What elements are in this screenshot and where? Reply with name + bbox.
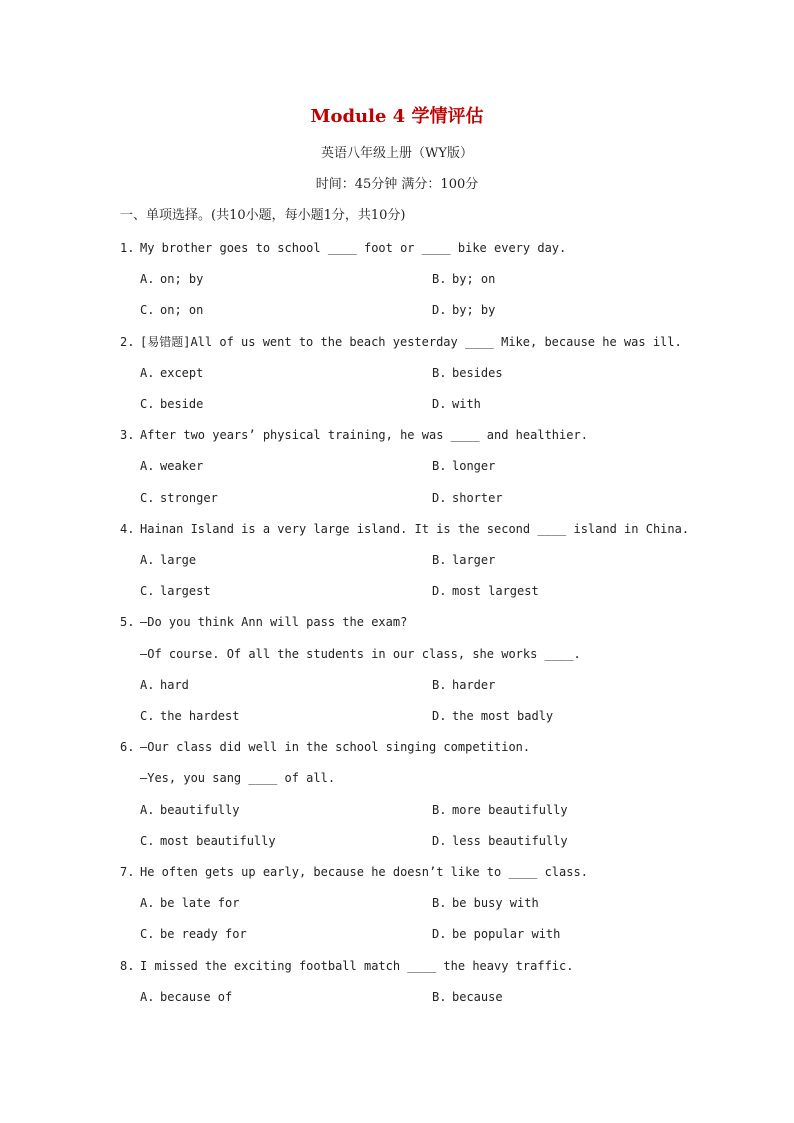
question-number: 3. bbox=[120, 428, 135, 442]
option-text: most beautifully bbox=[160, 834, 276, 848]
option bbox=[140, 708, 239, 724]
option bbox=[140, 989, 232, 1005]
option-letter: C. bbox=[140, 397, 155, 411]
option-letter: D. bbox=[432, 397, 447, 411]
question-text: I missed the exciting football match ____ the heavy traffic. bbox=[140, 959, 574, 973]
time-score-info: 时间：45分钟 满分：100分 bbox=[315, 177, 479, 192]
question-text: After two years’ physical training, he was ____ and healthier. bbox=[140, 428, 588, 442]
page-title: Module 4 学情评估 bbox=[310, 106, 484, 127]
page-subtitle: 英语八年级上册（WY版） bbox=[321, 146, 473, 161]
option-letter: B. bbox=[432, 459, 447, 473]
option-letter: D. bbox=[432, 303, 447, 317]
option bbox=[140, 490, 218, 506]
option-letter: A. bbox=[140, 990, 155, 1004]
option-text: hard bbox=[160, 678, 189, 692]
option-letter: A. bbox=[140, 553, 155, 567]
option-letter: B. bbox=[432, 990, 447, 1004]
option bbox=[140, 895, 239, 911]
option-letter: B. bbox=[432, 678, 447, 692]
option-letter: A. bbox=[140, 678, 155, 692]
option-letter: C. bbox=[140, 584, 155, 598]
option bbox=[140, 396, 203, 412]
option-letter: C. bbox=[140, 709, 155, 723]
option bbox=[432, 833, 568, 849]
option-text: because bbox=[452, 990, 503, 1004]
option-text: be late for bbox=[160, 896, 240, 910]
question-stem bbox=[120, 521, 689, 537]
option bbox=[432, 458, 495, 474]
option bbox=[432, 302, 495, 318]
question-stem bbox=[120, 334, 682, 350]
option bbox=[432, 708, 553, 724]
option-letter: B. bbox=[432, 896, 447, 910]
option bbox=[432, 895, 539, 911]
option-text: stronger bbox=[160, 491, 218, 505]
option bbox=[432, 926, 560, 942]
option bbox=[140, 552, 196, 568]
question-stem bbox=[120, 614, 407, 630]
question-stem bbox=[120, 958, 573, 974]
option-text: larger bbox=[452, 553, 496, 567]
option bbox=[432, 552, 495, 568]
option-letter: A. bbox=[140, 272, 155, 286]
option-letter: A. bbox=[140, 803, 155, 817]
option-text: the most badly bbox=[452, 709, 554, 723]
option-letter: B. bbox=[432, 803, 447, 817]
option-letter: A. bbox=[140, 366, 155, 380]
question-text: [易错题]All of us went to the beach yesterday ____ Mike, because he was ill. bbox=[140, 335, 682, 349]
option bbox=[140, 271, 203, 287]
option bbox=[140, 802, 239, 818]
option-text: with bbox=[452, 397, 481, 411]
option bbox=[432, 271, 495, 287]
option-text: more beautifully bbox=[452, 803, 568, 817]
option-text: be popular with bbox=[452, 927, 561, 941]
option-text: beautifully bbox=[160, 803, 240, 817]
option-text: harder bbox=[452, 678, 496, 692]
option bbox=[432, 490, 503, 506]
option-letter: D. bbox=[432, 584, 447, 598]
option bbox=[432, 365, 503, 381]
option-letter: C. bbox=[140, 834, 155, 848]
option bbox=[432, 396, 481, 412]
question-number: 7. bbox=[120, 865, 135, 879]
option-letter: C. bbox=[140, 303, 155, 317]
question-text: —Do you think Ann will pass the exam? bbox=[140, 615, 408, 629]
option-text: large bbox=[160, 553, 197, 567]
option-text: except bbox=[160, 366, 204, 380]
question-number: 1. bbox=[120, 241, 135, 255]
option bbox=[432, 802, 568, 818]
option-letter: B. bbox=[432, 553, 447, 567]
option-text: longer bbox=[452, 459, 496, 473]
option-text: be ready for bbox=[160, 927, 247, 941]
option-text: beside bbox=[160, 397, 204, 411]
option-text: because of bbox=[160, 990, 233, 1004]
option bbox=[432, 583, 539, 599]
option-letter: D. bbox=[432, 927, 447, 941]
option-letter: B. bbox=[432, 272, 447, 286]
option-letter: C. bbox=[140, 927, 155, 941]
question-stem bbox=[120, 739, 530, 755]
question-stem bbox=[120, 427, 588, 443]
option-letter: A. bbox=[140, 896, 155, 910]
option-text: besides bbox=[452, 366, 503, 380]
option bbox=[140, 833, 276, 849]
question-text-continued: —Of course. Of all the students in our class, she works ____. bbox=[140, 647, 581, 661]
question-text: —Our class did well in the school singing competition. bbox=[140, 740, 531, 754]
question-number: 6. bbox=[120, 740, 135, 754]
question-text-continued: —Yes, you sang ____ of all. bbox=[140, 771, 336, 785]
question-number: 8. bbox=[120, 959, 135, 973]
option-text: weaker bbox=[160, 459, 204, 473]
question-text: Hainan Island is a very large island. It is the second ____ island in China. bbox=[140, 522, 690, 536]
option-text: shorter bbox=[452, 491, 503, 505]
option-text: be busy with bbox=[452, 896, 539, 910]
option-letter: D. bbox=[432, 834, 447, 848]
question-text: My brother goes to school ____ foot or ____ bike every day. bbox=[140, 241, 567, 255]
question-number: 4. bbox=[120, 522, 135, 536]
option bbox=[432, 989, 503, 1005]
option bbox=[140, 583, 211, 599]
option bbox=[140, 926, 247, 942]
option-letter: B. bbox=[432, 366, 447, 380]
option-text: on; by bbox=[160, 272, 204, 286]
option bbox=[432, 677, 495, 693]
option-letter: A. bbox=[140, 459, 155, 473]
option-text: by; by bbox=[452, 303, 496, 317]
option bbox=[140, 677, 189, 693]
option-text: the hardest bbox=[160, 709, 240, 723]
option bbox=[140, 302, 203, 318]
option-text: largest bbox=[160, 584, 211, 598]
option-text: less beautifully bbox=[452, 834, 568, 848]
option-text: most largest bbox=[452, 584, 539, 598]
option-letter: D. bbox=[432, 709, 447, 723]
option bbox=[140, 458, 203, 474]
option-letter: C. bbox=[140, 491, 155, 505]
option-text: by; on bbox=[452, 272, 496, 286]
section-header: 一、单项选择。(共10小题，每小题1分，共10分) bbox=[120, 208, 406, 223]
question-stem bbox=[120, 864, 588, 880]
question-text: He often gets up early, because he doesn’t like to ____ class. bbox=[140, 865, 588, 879]
question-number: 5. bbox=[120, 615, 135, 629]
question-stem bbox=[120, 240, 566, 256]
question-number: 2. bbox=[120, 335, 135, 349]
option bbox=[140, 365, 203, 381]
option-text: on; on bbox=[160, 303, 204, 317]
option-letter: D. bbox=[432, 491, 447, 505]
